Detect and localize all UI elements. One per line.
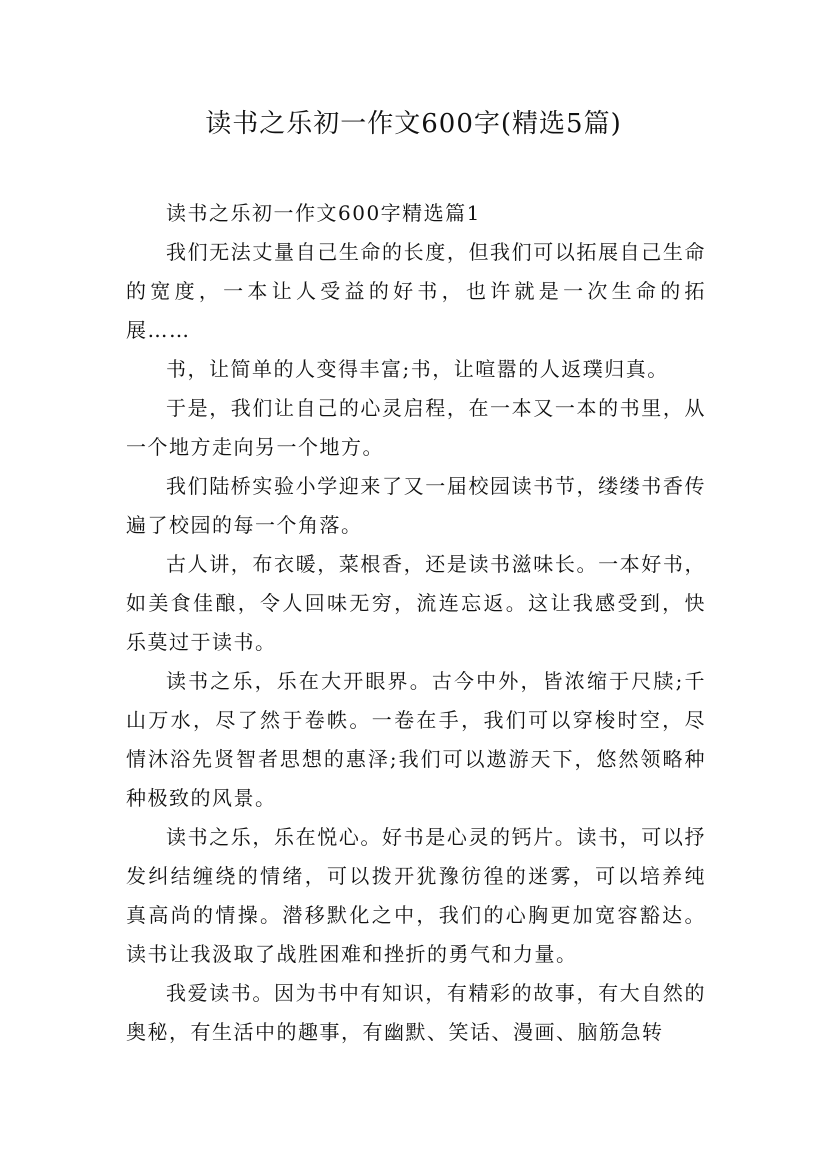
paragraph-3: 于是，我们让自己的心灵启程，在一本又一本的书里，从一个地方走向另一个地方。 bbox=[126, 396, 706, 459]
paragraph-2: 书，让简单的人变得丰富;书，让喧嚣的人返璞归真。 bbox=[166, 357, 669, 381]
paragraph-7: 读书之乐，乐在悦心。好书是心灵的钙片。读书，可以抒发纠结缠绕的情绪，可以拨开犹豫彷徨的迷雾，可以培养纯真高尚的情操。潜移默化之中，我们的心胸更加宽容豁达。读书让我汲取了战胜困难和挫折的勇气和力量。 bbox=[126, 825, 706, 966]
paragraph-8: 我爱读书。因为书中有知识，有精彩的故事，有大自然的奥秘，有生活中的趣事，有幽默、笑话、漫画、脑筋急转 bbox=[126, 981, 706, 1044]
section-heading: 读书之乐初一作文600字精选篇1 bbox=[166, 201, 481, 225]
paragraph-1: 我们无法丈量自己生命的长度，但我们可以拓展自己生命的宽度，一本让人受益的好书，也许就是一次生命的拓展…… bbox=[126, 240, 706, 342]
paragraph-5: 古人讲，布衣暖，菜根香，还是读书滋味长。一本好书，如美食佳酿，令人回味无穷，流连忘返。这让我感受到，快乐莫过于读书。 bbox=[126, 552, 706, 654]
paragraph-4: 我们陆桥实验小学迎来了又一届校园读书节，缕缕书香传遍了校园的每一个角落。 bbox=[126, 474, 706, 537]
document-body bbox=[126, 194, 706, 1052]
paragraph-6: 读书之乐，乐在大开眼界。古今中外，皆浓缩于尺牍;千山万水，尽了然于卷帙。一卷在手，我们可以穿梭时空，尽情沐浴先贤智者思想的惠泽;我们可以遨游天下，悠然领略种种极致的风景。 bbox=[126, 669, 706, 810]
document-title: 读书之乐初一作文600字(精选5篇) bbox=[205, 109, 622, 139]
